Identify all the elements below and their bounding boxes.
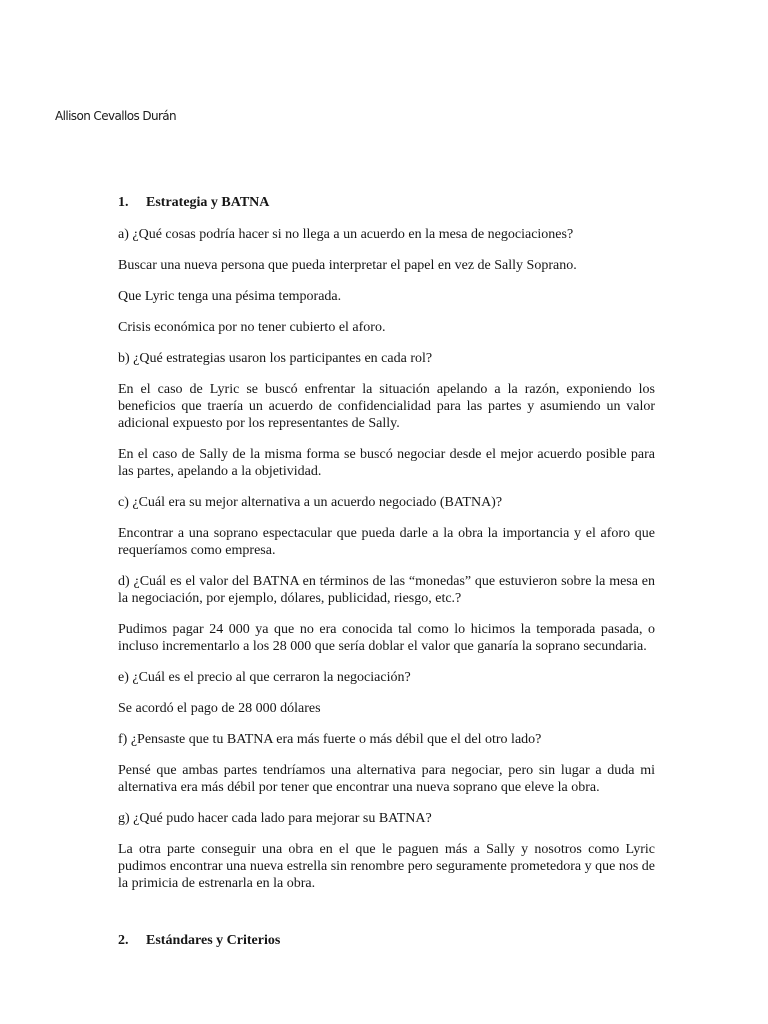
answer-f: Pensé que ambas partes tendríamos una alternativa para negociar, pero sin lugar a duda mi alternativa era más débil por tener que encontrar una nueva soprano que eleve la obra.: [118, 763, 655, 795]
answer-b-2: En el caso de Sally de la misma forma se buscó negociar desde el mejor acuerdo posible para las partes, apelando a la objetividad.: [118, 447, 655, 479]
section-heading: [118, 932, 280, 949]
section-title: Estrategia y BATNA: [146, 195, 270, 210]
section-heading: [118, 194, 655, 211]
answer-a-2: Que Lyric tenga una pésima temporada.: [118, 289, 342, 304]
question-f: f) ¿Pensaste que tu BATNA era más fuerte o más débil que el del otro lado?: [118, 732, 542, 747]
section-title: Estándares y Criterios: [146, 933, 281, 948]
answer-a-3: Crisis económica por no tener cubierto el aforo.: [118, 320, 386, 335]
question-a: a) ¿Qué cosas podría hacer si no llega a un acuerdo en la mesa de negociaciones?: [118, 227, 574, 242]
question-e: e) ¿Cuál es el precio al que cerraron la negociación?: [118, 670, 411, 685]
answer-e: Se acordó el pago de 28 000 dólares: [118, 701, 321, 716]
section-number: 2.: [118, 933, 129, 948]
answer-a-1: Buscar una nueva persona que pueda interpretar el papel en vez de Sally Soprano.: [118, 258, 577, 273]
answer-d: Pudimos pagar 24 000 ya que no era conocida tal como lo hicimos la temporada pasada, o incluso incrementarlo a los 28 000 que sería doblar el valor que ganaría la soprano secundaria.: [118, 622, 655, 654]
question-d: d) ¿Cuál es el valor del BATNA en términos de las “monedas” que estuvieron sobre la mesa en la negociación, por ejemplo, dólares, publicidad, riesgo, etc.?: [118, 574, 655, 606]
question-c: c) ¿Cuál era su mejor alternativa a un acuerdo negociado (BATNA)?: [118, 495, 503, 510]
answer-c: Encontrar a una soprano espectacular que pueda darle a la obra la importancia y el aforo que requeríamos como empresa.: [118, 526, 655, 558]
section-number: 1.: [118, 195, 129, 210]
author-name: Allison Cevallos Durán: [55, 109, 177, 123]
answer-b-1: En el caso de Lyric se buscó enfrentar la situación apelando a la razón, exponiendo los beneficios que traería un acuerdo de confidencialidad para las partes y asumiendo un valor adicional expuesto por los representantes de Sally.: [118, 382, 655, 431]
question-b: b) ¿Qué estrategias usaron los participantes en cada rol?: [118, 351, 433, 366]
answer-g: La otra parte conseguir una obra en el que le paguen más a Sally y nosotros como Lyric pudimos encontrar una nueva estrella sin renombre pero seguramente prometedora y que nos de la primicia de estrenarla en la obra.: [118, 842, 655, 891]
document-body: [118, 194, 655, 906]
question-g: g) ¿Qué pudo hacer cada lado para mejorar su BATNA?: [118, 811, 432, 826]
